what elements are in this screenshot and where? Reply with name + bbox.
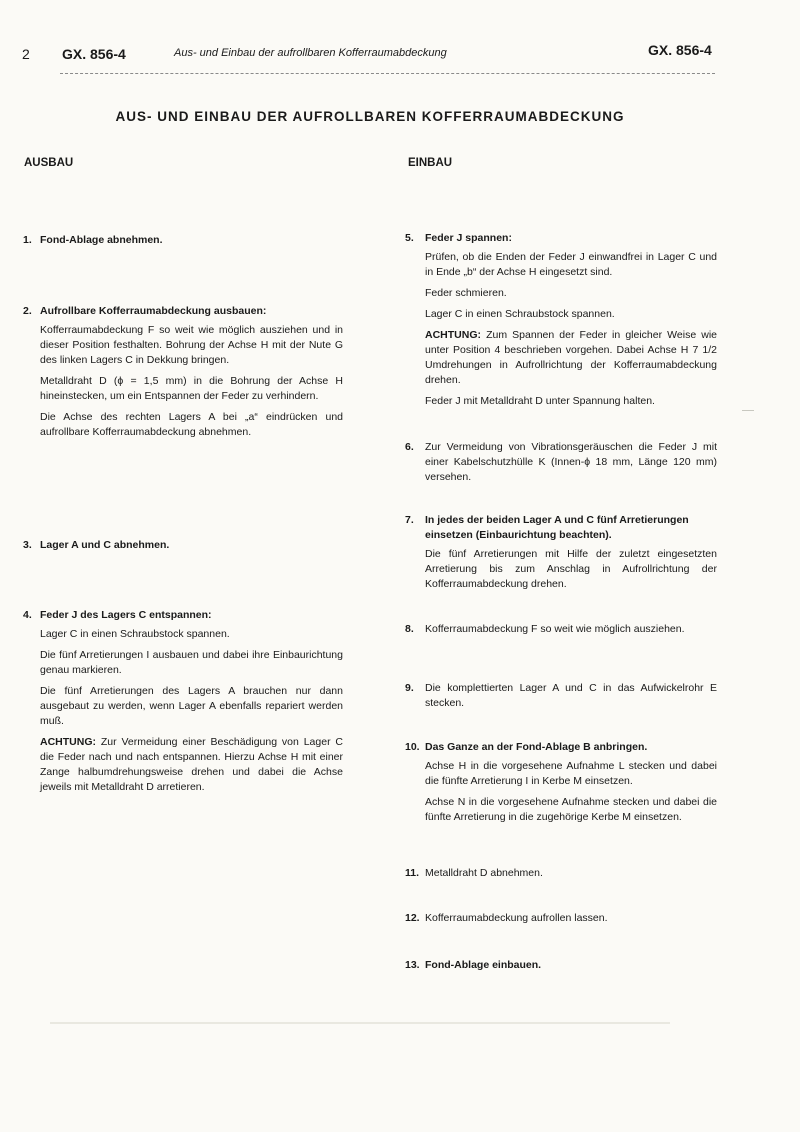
- einbau-step: [405, 681, 717, 717]
- einbau-step: [405, 740, 717, 831]
- step-text: Die fünf Arretierungen des Lagers A brauchen nur dann ausgebaut zu werden, wenn Lager A ebenfalls repariert werden muß.: [40, 685, 343, 727]
- step-text: Kofferraumabdeckung F so weit wie möglich ausziehen und in dieser Position festhalten. Bohrung der Achse H mit der Nute G des linken Lagers C in Dekkung bringen.: [40, 324, 343, 366]
- einbau-step: [405, 866, 717, 887]
- step-title: In jedes der beiden Lager A und C fünf Arretierungen einsetzen (Einbaurichtung beachten).: [425, 514, 689, 541]
- step-number: 8.: [405, 623, 414, 635]
- step-number: 4.: [23, 609, 32, 621]
- step-title: Fond-Ablage abnehmen.: [40, 234, 163, 246]
- step-number: 9.: [405, 682, 414, 694]
- step-text: Metalldraht D abnehmen.: [425, 867, 543, 879]
- document-code-right: GX. 856-4: [648, 42, 712, 58]
- step-text: Achse N in die vorgesehene Aufnahme stecken und dabei die fünfte Arretierung in die zugehörige Kerbe M einsetzen.: [425, 796, 717, 823]
- scan-mark: [742, 410, 754, 411]
- step-number: 12.: [405, 912, 420, 924]
- step-text: Prüfen, ob die Enden der Feder J einwandfrei in Lager C und in Ende „b“ der Achse H eingesetzt sind.: [425, 251, 717, 278]
- ausbau-step: [23, 608, 343, 801]
- step-title: Das Ganze an der Fond-Ablage B anbringen.: [425, 741, 648, 753]
- einbau-step: [405, 958, 717, 977]
- step-text: Lager C in einen Schraubstock spannen.: [40, 628, 230, 640]
- einbau-step: [405, 513, 717, 598]
- step-title: Feder J des Lagers C entspannen:: [40, 609, 212, 621]
- einbau-step: [405, 440, 717, 491]
- einbau-step: [405, 231, 717, 415]
- step-title: Fond-Ablage einbauen.: [425, 959, 542, 971]
- step-number: 11.: [405, 867, 420, 879]
- step-text: ACHTUNG: Zur Vermeidung einer Beschädigung von Lager C die Feder nach und nach entspannen. Hierzu Achse H mit einer Zange halbumdrehungsweise drehen und dabei die Achse jeweils mit Metalldraht D arretieren.: [40, 736, 343, 793]
- document-code-left: GX. 856-4: [62, 46, 126, 62]
- step-text: Feder schmieren.: [425, 287, 507, 299]
- scan-artifact-line: [50, 1022, 670, 1024]
- step-text: Die Achse des rechten Lagers A bei „a“ eindrücken und aufrollbare Kofferraumabdeckung abnehmen.: [40, 411, 343, 438]
- step-number: 13.: [405, 959, 420, 971]
- step-number: 7.: [405, 514, 414, 526]
- step-number: 1.: [23, 234, 32, 246]
- step-text: Metalldraht D (ϕ = 1,5 mm) in die Bohrung der Achse H hineinstecken, um ein Entspannen der Feder zu verhindern.: [40, 375, 343, 402]
- step-text: Lager C in einen Schraubstock spannen.: [425, 308, 615, 320]
- page-number: 2: [22, 46, 30, 62]
- step-text: Die fünf Arretierungen mit Hilfe der zuletzt eingesetzten Arretierung bis zum Anschlag in Aufrollrichtung der Kofferraumabdeckung drehen.: [425, 548, 717, 590]
- step-title: Lager A und C abnehmen.: [40, 539, 170, 551]
- step-number: 6.: [405, 441, 414, 453]
- page-title: AUS- UND EINBAU DER AUFROLLBAREN KOFFERRAUMABDECKUNG: [115, 109, 625, 124]
- einbau-heading: EINBAU: [408, 157, 453, 169]
- ausbau-heading: AUSBAU: [24, 157, 74, 169]
- step-title: Feder J spannen:: [425, 232, 512, 244]
- einbau-step: [405, 622, 717, 643]
- header-subtitle: Aus- und Einbau der aufrollbaren Kofferraumabdeckung: [174, 47, 447, 59]
- step-text: Feder J mit Metalldraht D unter Spannung halten.: [425, 395, 655, 407]
- step-number: 5.: [405, 232, 414, 244]
- step-text: Achse H in die vorgesehene Aufnahme L stecken und dabei die fünfte Arretierung I in Kerbe M einsetzen.: [425, 760, 717, 787]
- ausbau-step: [23, 538, 343, 557]
- step-text: ACHTUNG: Zum Spannen der Feder in gleicher Weise wie unter Position 4 beschrieben vorgehen. Dabei Achse H 7 1/2 Umdrehungen in Aufrollrichtung der Kofferraumabdeckung drehen.: [425, 329, 717, 386]
- header-divider: [60, 73, 715, 74]
- page-header: [0, 40, 800, 70]
- ausbau-step: [23, 233, 343, 252]
- step-title: Aufrollbare Kofferraumabdeckung ausbauen:: [40, 305, 267, 317]
- ausbau-step: [23, 304, 343, 446]
- step-number: 3.: [23, 539, 32, 551]
- step-text: Zur Vermeidung von Vibrationsgeräuschen die Feder J mit einer Kabelschutzhülle K (Innen-ϕ 18 mm, Länge 120 mm) versehen.: [425, 441, 717, 483]
- step-text: Die komplettierten Lager A und C in das Aufwickelrohr E stecken.: [425, 682, 717, 709]
- step-text: Kofferraumabdeckung F so weit wie möglich ausziehen.: [425, 623, 685, 635]
- step-number: 10.: [405, 741, 420, 753]
- step-number: 2.: [23, 305, 32, 317]
- einbau-step: [405, 911, 717, 932]
- step-text: Die fünf Arretierungen I ausbauen und dabei ihre Einbaurichtung genau markieren.: [40, 649, 343, 676]
- step-text: Kofferraumabdeckung aufrollen lassen.: [425, 912, 608, 924]
